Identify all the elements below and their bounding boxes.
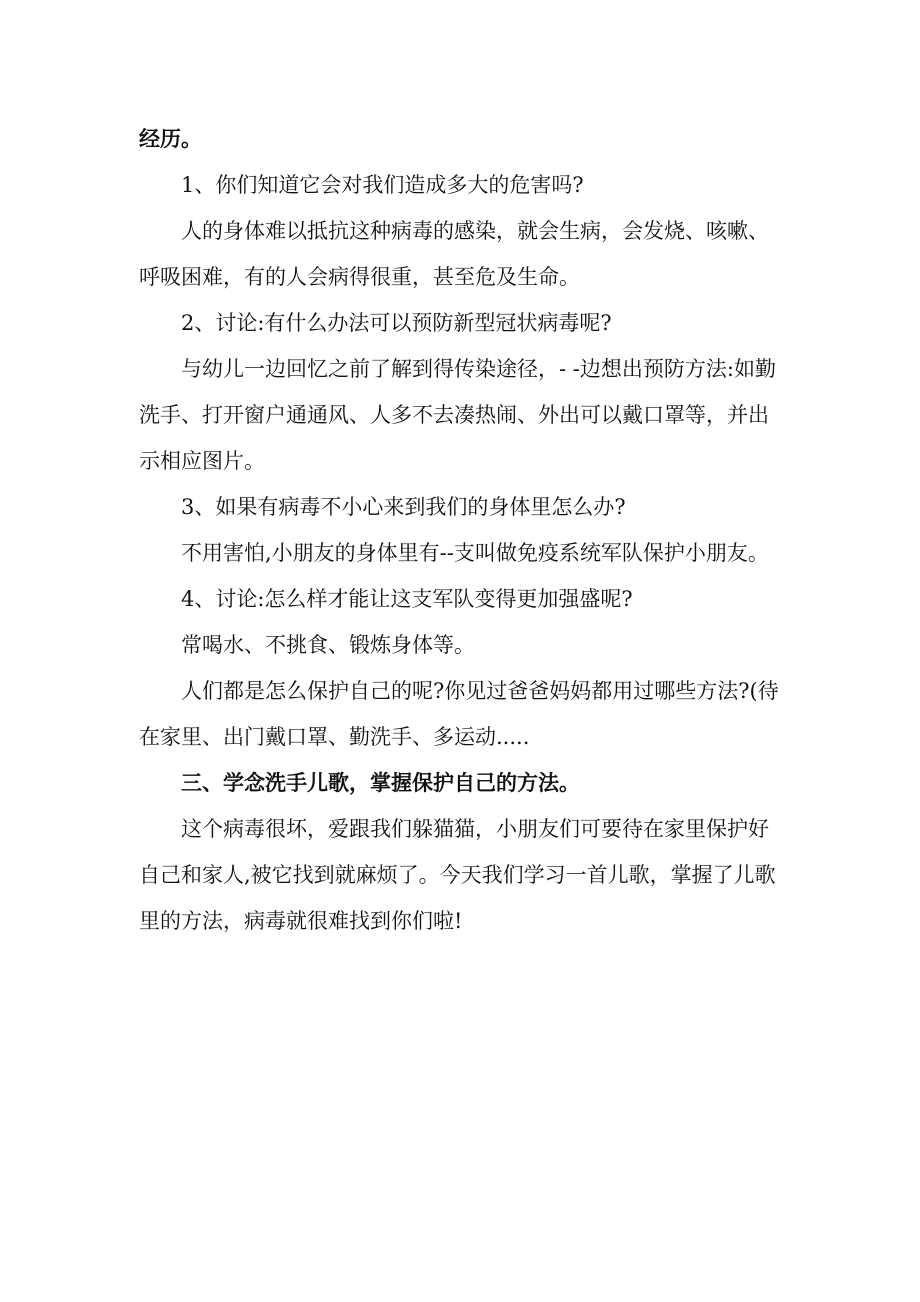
answer-3: 不用害怕,小朋友的身体里有--支叫做免疫系统军队保护小朋友。 [181, 541, 769, 565]
answer-4: 常喝水、不挑食、锻炼身体等。 [181, 633, 475, 657]
answer-2: 与幼儿一边回忆之前了解到得传染途径，- -边想出预防方法:如勤洗手、打开窗户通通风、人多不去凑热闹、外出可以戴口罩等，并出示相应图片。 [139, 357, 776, 473]
section-intro-paragraph: 这个病毒很坏，爱跟我们躲猫猫，小朋友们可要待在家里保护好自己和家人,被它找到就麻烦了。今天我们学习一首儿歌，掌握了儿歌里的方法，病毒就很难找到你们啦! [139, 817, 776, 933]
document-body [139, 116, 789, 944]
paragraph-continuation: 经历。 [139, 127, 202, 151]
question-3: 3、如果有病毒不小心来到我们的身体里怎么办? [181, 495, 626, 519]
question-1: 1、你们知道它会对我们造成多大的危害吗? [181, 173, 584, 197]
section-heading: 三、学念洗手儿歌，掌握保护自己的方法。 [181, 771, 580, 795]
question-2: 2、讨论:有什么办法可以预防新型冠状病毒呢? [181, 311, 612, 335]
answer-1: 人的身体难以抵抗这种病毒的感染，就会生病，会发烧、咳嗽、呼吸困难，有的人会病得很重，甚至危及生命。 [139, 219, 769, 289]
discussion-paragraph: 人们都是怎么保护自己的呢?你见过爸爸妈妈都用过哪些方法?(待在家里、出门戴口罩、勤洗手、多运动..... [139, 679, 779, 749]
question-4: 4、讨论:怎么样才能让这支军队变得更加强盛呢? [181, 587, 633, 611]
